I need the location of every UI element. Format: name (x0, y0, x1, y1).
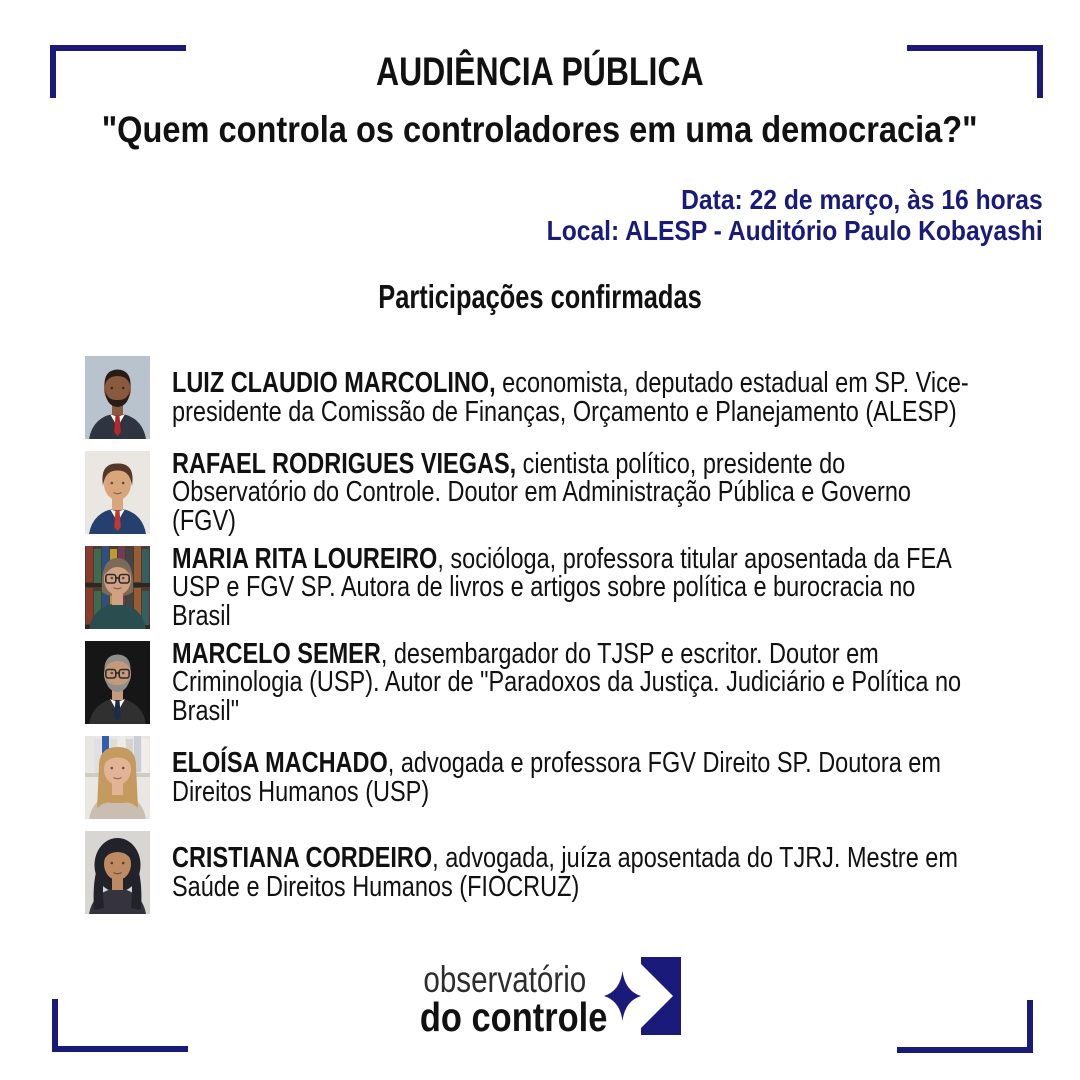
section-heading (0, 277, 1080, 317)
participant-name: CRISTIANA CORDEIRO (172, 842, 433, 874)
corner-bracket-bottom-left (52, 999, 188, 1052)
participant-photo (85, 546, 150, 629)
participant-description: , desembargador do TJSP e escritor. Doutor em Criminologia (USP). Autor de "Paradoxos da Justiça. Judiciário e Política no Brasil" (172, 637, 962, 727)
logo-line-1 (402, 961, 608, 998)
event-subtitle (0, 107, 1080, 153)
participant-text (172, 637, 977, 727)
participant-text (172, 447, 977, 537)
participant-photo (85, 641, 150, 724)
avatar-portrait (85, 451, 150, 534)
page-title (0, 50, 1080, 94)
participant-name: RAFAEL RODRIGUES VIEGAS, (172, 447, 517, 480)
event-date: Data: 22 de março, às 16 horas (681, 184, 1043, 215)
participant-description: , socióloga, professora titular aposentada da FEA USP e FGV SP. Autora de livros e artigos sobre política e burocracia no Brasil (172, 542, 951, 632)
participant-photo (85, 356, 150, 439)
avatar-portrait (85, 831, 150, 914)
diamond-play-icon (601, 956, 681, 1036)
avatar-portrait (85, 356, 150, 439)
participant-row (85, 542, 1005, 632)
event-location: Local: ALESP - Auditório Paulo Kobayashi (546, 215, 1043, 246)
logo-line-2 (402, 994, 608, 1040)
section-heading-text: Participações confirmadas (378, 278, 702, 315)
avatar-portrait (85, 546, 150, 629)
participant-description: , advogada, juíza aposentada do TJRJ. Mestre em Saúde e Direitos Humanos (FIOCRUZ) (172, 842, 958, 903)
participant-row (85, 831, 1005, 914)
participant-photo (85, 736, 150, 819)
corner-bracket-bottom-right (897, 1000, 1033, 1053)
participant-row (85, 736, 1005, 819)
participant-row (85, 637, 1005, 727)
logo-line-1-text: observatório (423, 959, 587, 1000)
participant-name: LUIZ CLAUDIO MARCOLINO, (172, 367, 496, 399)
logo-line-2-text: do controle (419, 994, 608, 1040)
participant-row (85, 356, 1005, 439)
participant-text (172, 749, 977, 806)
participant-text (172, 844, 977, 901)
event-date-location (479, 184, 1043, 246)
participant-text (172, 369, 977, 426)
participant-description: economista, deputado estadual em SP. Vice-presidente da Comissão de Finanças, Orçamento e Planejamento (ALESP) (172, 367, 969, 428)
participant-name: MARIA RITA LOUREIRO (172, 542, 438, 575)
avatar-portrait (85, 641, 150, 724)
observatorio-logo-text (402, 959, 608, 1040)
participants-list (85, 356, 1005, 926)
avatar-portrait (85, 736, 150, 819)
participant-row (85, 447, 1005, 537)
participant-text (172, 542, 977, 632)
page-title-text: AUDIÊNCIA PÚBLICA (376, 50, 704, 94)
participant-description: , advogada e professora FGV Direito SP. Doutora em Direitos Humanos (USP) (172, 747, 941, 808)
participant-description: cientista político, presidente do Observatório do Controle. Doutor em Administração Pública e Governo (FGV) (172, 447, 911, 537)
participant-name: ELOÍSA MACHADO (172, 747, 388, 779)
participant-photo (85, 451, 150, 534)
participant-name: MARCELO SEMER (172, 637, 381, 670)
participant-photo (85, 831, 150, 914)
event-subtitle-text: "Quem controla os controladores em uma democracia?" (102, 109, 978, 150)
